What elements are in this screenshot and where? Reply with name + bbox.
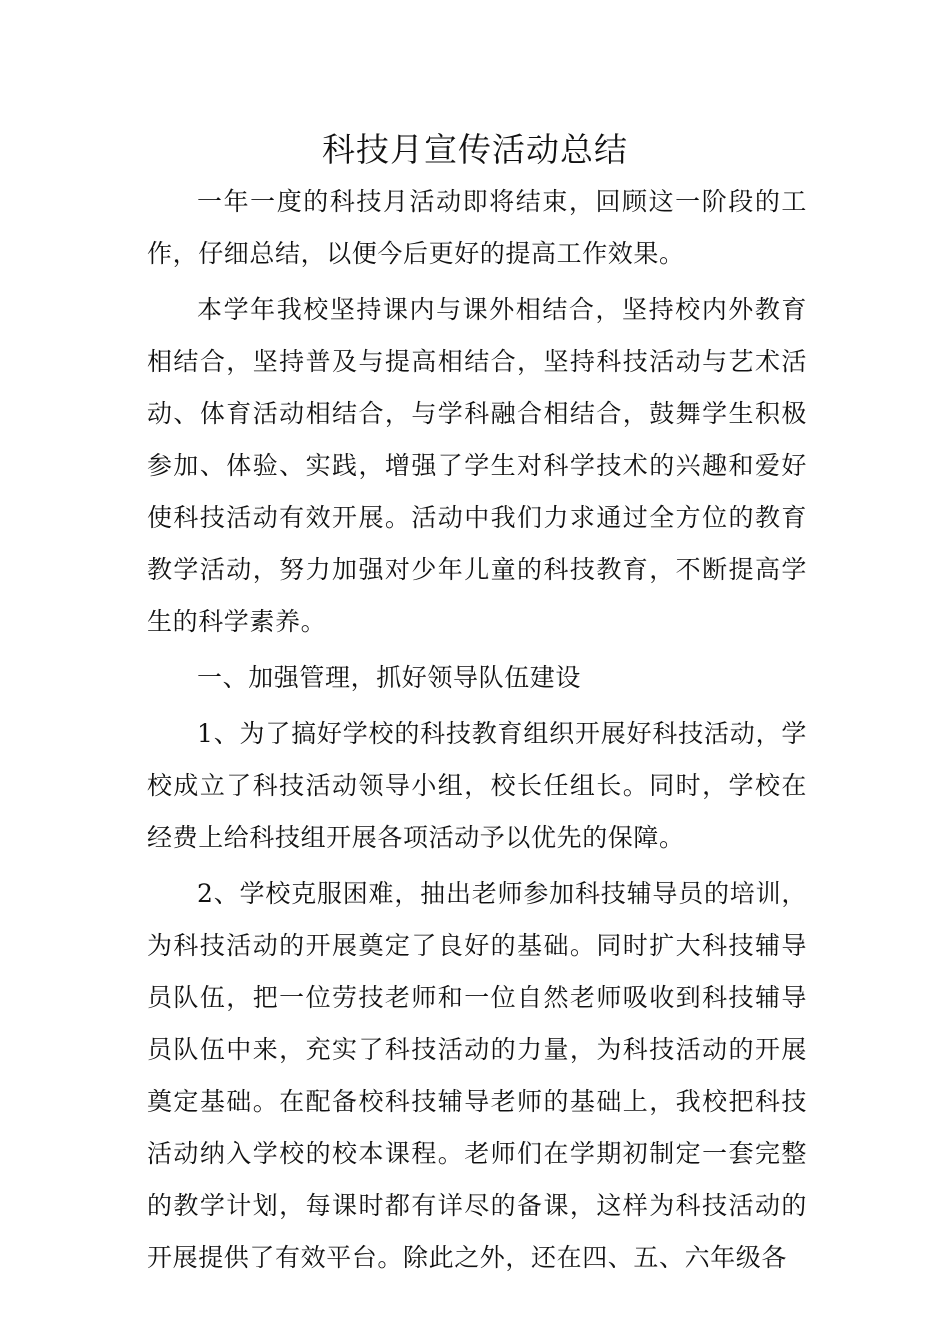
paragraph-item-2: 2、学校克服困难，抽出老师参加科技辅导员的培训，为科技活动的开展奠定了良好的基础。同时扩大科技辅导员队伍，把一位劳技老师和一位自然老师吸收到科技辅导员队伍中来，充实了科技活动的力量，为科技活动的开展奠定基础。在配备校科技辅导老师的基础上，我校把科技活动纳入学校的校本课程。老师们在学期初制定一套完整的教学计划，每课时都有详尽的备课，这样为科技活动的开展提供了有效平台。除此之外，还在四、五、六年级各	[147, 879, 807, 1272]
section-heading-management: 一、加强管理，抓好领导队伍建设	[197, 663, 582, 692]
paragraph-intro: 一年一度的科技月活动即将结束，回顾这一阶段的工作，仔细总结，以便今后更好的提高工作效果。	[147, 187, 807, 268]
document-title: 科技月宣传活动总结	[322, 130, 628, 169]
paragraph-overview: 本学年我校坚持课内与课外相结合，坚持校内外教育相结合，坚持普及与提高相结合，坚持科技活动与艺术活动、体育活动相结合，与学科融合相结合，鼓舞学生积极参加、体验、实践，增强了学生对科学技术的兴趣和爱好使科技活动有效开展。活动中我们力求通过全方位的教育教学活动，努力加强对少年儿童的科技教育，不断提高学生的科学素养。	[147, 295, 807, 636]
document-body	[147, 176, 807, 1284]
paragraph-item-1: 1、为了搞好学校的科技教育组织开展好科技活动，学校成立了科技活动领导小组，校长任组长。同时，学校在经费上给科技组开展各项活动予以优先的保障。	[147, 719, 807, 852]
